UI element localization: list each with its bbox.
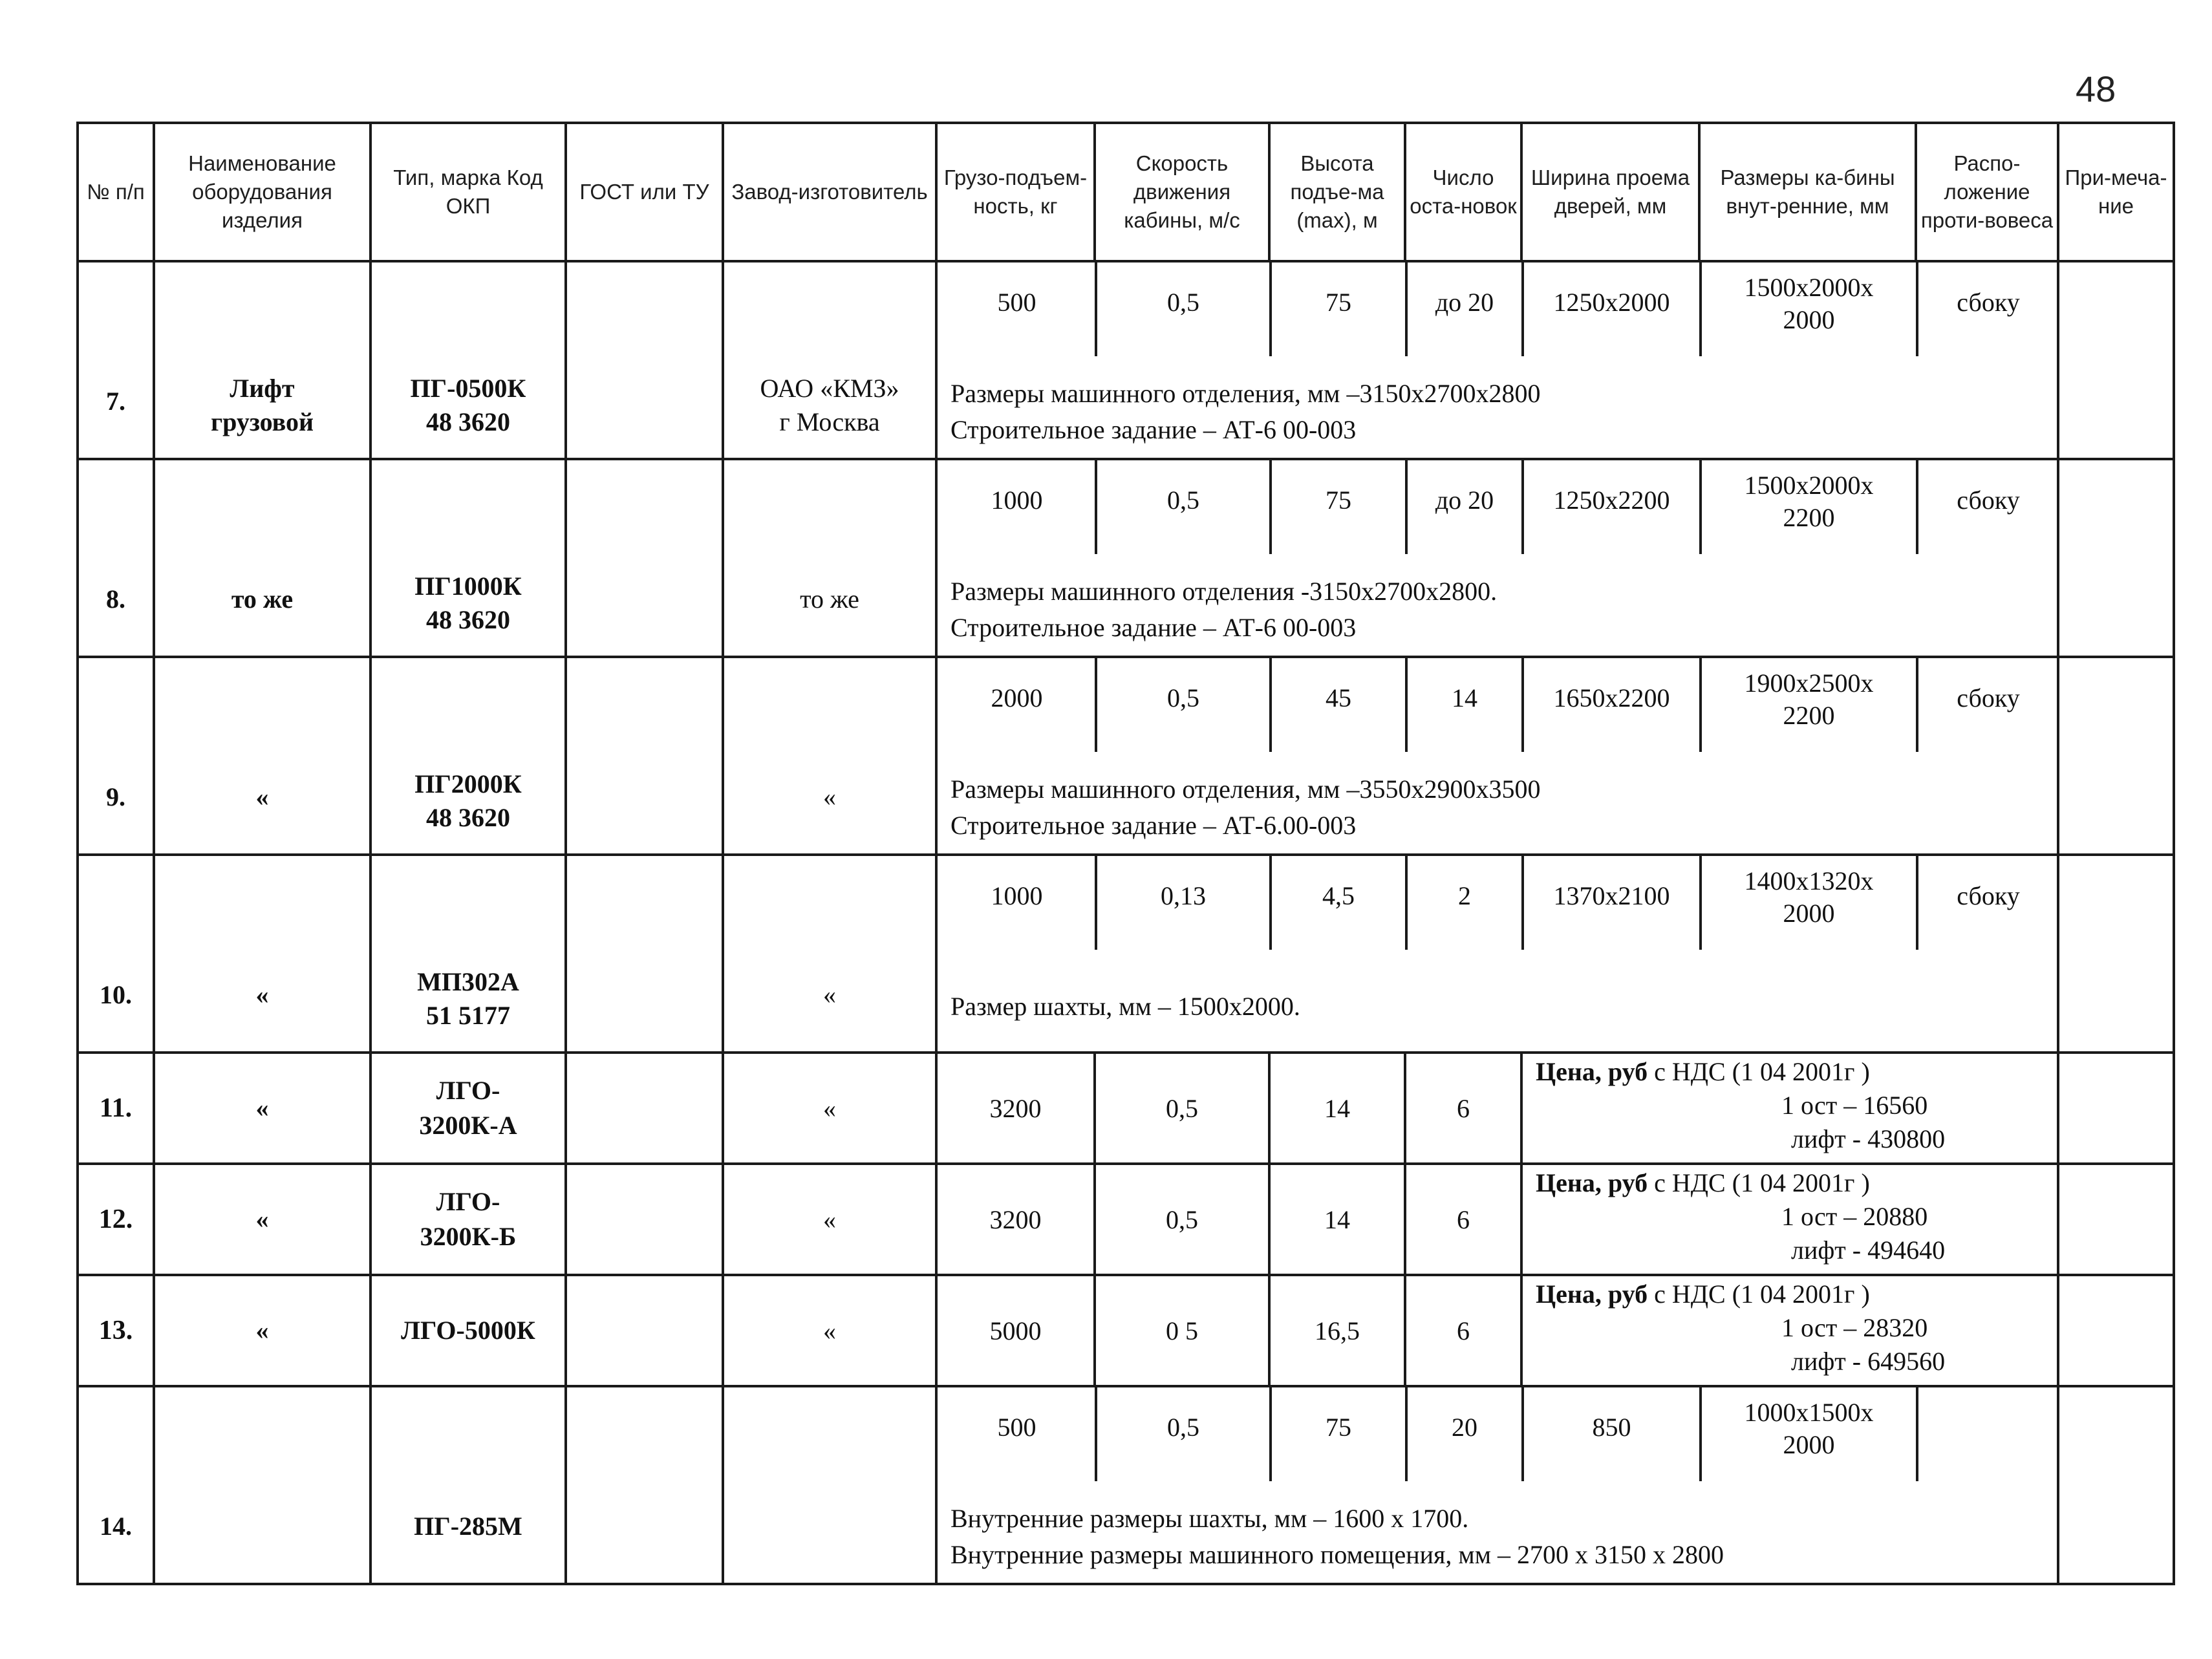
price-cell [1521, 1275, 2058, 1386]
speed-value: 0,13 [1161, 881, 1206, 910]
table-row [78, 459, 2174, 657]
item-gost [566, 855, 723, 1053]
item-name: « [154, 657, 370, 855]
item-model: ЛГО- 3200К-Б [370, 1164, 566, 1275]
speed-value: 0,5 [1167, 486, 1199, 515]
header-door: Ширина проема дверей, мм [1521, 123, 1699, 261]
header-counter: Распо-ложение проти-вовеса [1916, 123, 2058, 261]
item-note [2058, 657, 2174, 855]
height-value: 75 [1326, 486, 1351, 515]
header-speed: Скорость движения кабины, м/с [1095, 123, 1269, 261]
stops-value: 20 [1452, 1413, 1477, 1442]
item-gost [566, 459, 723, 657]
item-note [2058, 1164, 2174, 1275]
table-row [78, 657, 2174, 855]
stops-value: до 20 [1435, 486, 1494, 515]
row-number: 11. [78, 1053, 154, 1164]
load-value: 3200 [936, 1053, 1095, 1164]
item-gost [566, 1386, 723, 1584]
specs-block [936, 261, 2058, 459]
specs-block [936, 855, 2058, 1053]
item-model: ЛГО-5000К [370, 1275, 566, 1386]
item-name: « [154, 1164, 370, 1275]
row-number: 10. [78, 855, 154, 1053]
stops-value: 6 [1405, 1164, 1521, 1275]
item-name [154, 1386, 370, 1584]
row-number: 9. [78, 657, 154, 855]
header-row [78, 123, 2174, 261]
specs-block [936, 657, 2058, 855]
door-value: 850 [1592, 1413, 1631, 1442]
row-note: Внутренние размеры шахты, мм – 1600 х 1700. Внутренние размеры машинного помещения, мм – 2700 х 3150 х 2800 [950, 1504, 1724, 1569]
stops-value: до 20 [1435, 288, 1494, 317]
height-value: 75 [1326, 1413, 1351, 1442]
price-block: Цена, руб с НДС (1 04 2001г ) 1 ост – 20880 лифт - 494640 [1536, 1168, 1946, 1265]
item-note [2058, 459, 2174, 657]
row-note: Размеры машинного отделения, мм –3150х2700х2800 Строительное задание – АТ-6 00-003 [950, 379, 1541, 444]
speed-value: 0,5 [1167, 1413, 1199, 1442]
row-note: Размеры машинного отделения, мм –3550х2900х3500 Строительное задание – АТ-6.00-003 [950, 775, 1541, 840]
row-number: 12. [78, 1164, 154, 1275]
speed-value: 0,5 [1167, 683, 1199, 712]
speed-value: 0,5 [1167, 288, 1199, 317]
cabin-value: 1900х2500х 2200 [1744, 669, 1874, 730]
item-note [2058, 1275, 2174, 1386]
height-value: 4,5 [1322, 881, 1355, 910]
item-note [2058, 1053, 2174, 1164]
table-row [78, 1164, 2174, 1275]
stops-value: 6 [1405, 1053, 1521, 1164]
stops-value: 14 [1452, 683, 1477, 712]
cabin-value: 1500х2000х 2000 [1744, 273, 1874, 334]
item-maker: « [723, 1275, 936, 1386]
row-number: 8. [78, 459, 154, 657]
cabin-value: 1400х1320х 2000 [1744, 866, 1874, 928]
item-name: Лифт грузовой [154, 261, 370, 459]
row-number: 13. [78, 1275, 154, 1386]
header-note: При-меча-ние [2058, 123, 2174, 261]
load-value: 3200 [936, 1164, 1095, 1275]
item-maker: ОАО «КМЗ» г Москва [723, 261, 936, 459]
item-model: ПГ-0500К 48 3620 [370, 261, 566, 459]
page-number: 48 [2076, 69, 2116, 109]
height-value: 16,5 [1269, 1275, 1405, 1386]
item-maker: то же [723, 459, 936, 657]
header-cabin: Размеры ка-бины внут-ренние, мм [1699, 123, 1916, 261]
cabin-value: 1000х1500х 2000 [1744, 1398, 1874, 1459]
door-value: 1250х2000 [1553, 288, 1670, 317]
item-note [2058, 1386, 2174, 1584]
equipment-table [76, 122, 2175, 1585]
table-row [78, 1275, 2174, 1386]
item-model: МП302А 51 5177 [370, 855, 566, 1053]
item-note [2058, 855, 2174, 1053]
item-maker: « [723, 855, 936, 1053]
item-model: ЛГО- 3200К-А [370, 1053, 566, 1164]
door-value: 1650х2200 [1553, 683, 1670, 712]
table-row [78, 1053, 2174, 1164]
counter-value: сбоку [1957, 881, 2020, 910]
specs-block [936, 1386, 2058, 1584]
load-value: 500 [997, 1413, 1036, 1442]
speed-value: 0 5 [1095, 1275, 1269, 1386]
header-load: Грузо-подъем-ность, кг [936, 123, 1095, 261]
item-model: ПГ2000К 48 3620 [370, 657, 566, 855]
header-maker: Завод-изготовитель [723, 123, 936, 261]
item-name: « [154, 1053, 370, 1164]
header-stops: Число оста-новок [1405, 123, 1521, 261]
stops-value: 2 [1458, 881, 1471, 910]
height-value: 75 [1326, 288, 1351, 317]
speed-value: 0,5 [1095, 1164, 1269, 1275]
item-gost [566, 261, 723, 459]
cabin-value: 1500х2000х 2200 [1744, 471, 1874, 532]
load-value: 1000 [991, 881, 1043, 910]
item-gost [566, 1275, 723, 1386]
counter-value: сбоку [1957, 288, 2020, 317]
specs-block [936, 459, 2058, 657]
header-name: Наименование оборудования изделия [154, 123, 370, 261]
item-gost [566, 657, 723, 855]
load-value: 1000 [991, 486, 1043, 515]
item-model: ПГ1000К 48 3620 [370, 459, 566, 657]
row-note: Размеры машинного отделения -3150х2700х2800. Строительное задание – АТ-6 00-003 [950, 577, 1498, 642]
row-number: 7. [78, 261, 154, 459]
header-type: Тип, марка Код ОКП [370, 123, 566, 261]
item-name: « [154, 1275, 370, 1386]
price-block: Цена, руб с НДС (1 04 2001г ) 1 ост – 28320 лифт - 649560 [1536, 1279, 1946, 1376]
item-name: « [154, 855, 370, 1053]
item-gost [566, 1164, 723, 1275]
item-maker: « [723, 1164, 936, 1275]
counter-value: сбоку [1957, 486, 2020, 515]
header-num: № п/п [78, 123, 154, 261]
counter-value: сбоку [1957, 683, 2020, 712]
load-value: 2000 [991, 683, 1043, 712]
speed-value: 0,5 [1095, 1053, 1269, 1164]
door-value: 1370х2100 [1553, 881, 1670, 910]
row-note: Размер шахты, мм – 1500х2000. [950, 992, 1300, 1021]
height-value: 14 [1269, 1164, 1405, 1275]
item-maker [723, 1386, 936, 1584]
header-height: Высота подъе-ма (max), м [1269, 123, 1405, 261]
item-note [2058, 261, 2174, 459]
header-gost: ГОСТ или ТУ [566, 123, 723, 261]
table-row [78, 855, 2174, 1053]
table-row [78, 1386, 2174, 1584]
load-value: 5000 [936, 1275, 1095, 1386]
row-number: 14. [78, 1386, 154, 1584]
item-gost [566, 1053, 723, 1164]
item-name: то же [154, 459, 370, 657]
item-maker: « [723, 657, 936, 855]
height-value: 45 [1326, 683, 1351, 712]
item-maker: « [723, 1053, 936, 1164]
table-row [78, 261, 2174, 459]
load-value: 500 [997, 288, 1036, 317]
stops-value: 6 [1405, 1275, 1521, 1386]
price-cell [1521, 1053, 2058, 1164]
item-model: ПГ-285М [370, 1386, 566, 1584]
height-value: 14 [1269, 1053, 1405, 1164]
price-cell [1521, 1164, 2058, 1275]
price-block: Цена, руб с НДС (1 04 2001г ) 1 ост – 16560 лифт - 430800 [1536, 1057, 1946, 1153]
door-value: 1250х2200 [1553, 486, 1670, 515]
